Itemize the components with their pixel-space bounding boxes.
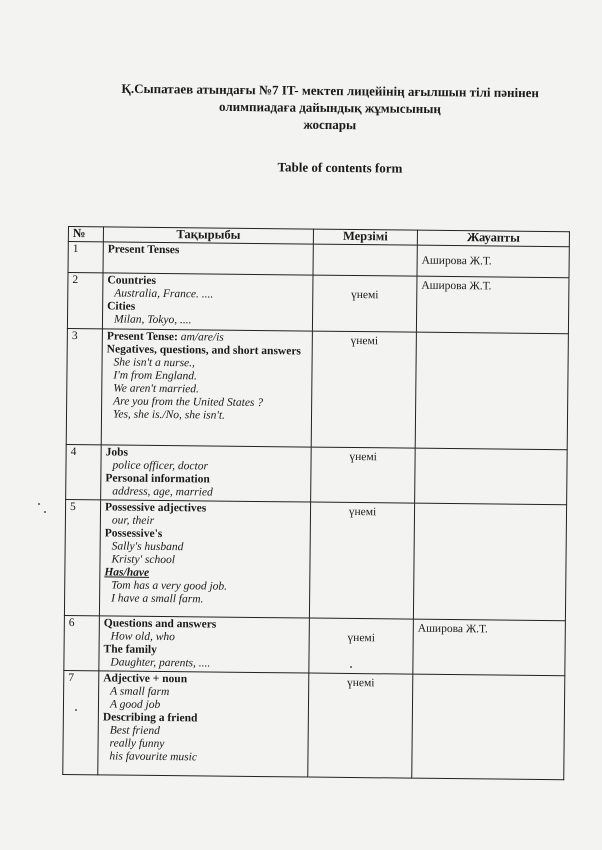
topic-text: Are you from the United States ? [113, 395, 264, 410]
row-responsible [413, 619, 566, 676]
table-row [64, 615, 566, 675]
topic-text: Adjective + noun [103, 672, 188, 686]
topic-text: Yes, she is./No, she isn't. [112, 408, 226, 422]
topic-example [102, 750, 303, 765]
row-responsible [413, 503, 566, 621]
row-number: 1 [68, 242, 103, 273]
topic-text: We aren't married. [113, 382, 199, 396]
topic-text: A small farm [110, 685, 170, 699]
row-topic [101, 445, 312, 502]
row-responsible [415, 448, 568, 505]
topic-example [107, 287, 308, 302]
document-subtitle: Table of contents form [277, 159, 403, 176]
topic-example [106, 408, 307, 423]
row-term [312, 275, 417, 332]
row-responsible [417, 245, 569, 278]
row-term [311, 331, 416, 448]
table-row [66, 328, 568, 449]
scan-speck [38, 503, 40, 505]
scan-speck [350, 666, 352, 668]
responsible-text: Аширова Ж.Т. [421, 254, 492, 268]
topic-text: Cities [107, 300, 136, 313]
topic-text: Personal information [105, 472, 210, 486]
row-term [311, 447, 416, 503]
topic-text: Best friend [109, 724, 160, 737]
responsible-text: Аширова Ж.Т. [417, 622, 488, 636]
topic-text: How old, who [110, 630, 175, 644]
term-text: үнемі [348, 505, 377, 519]
topic-text: Countries [107, 274, 157, 287]
responsible-text [420, 450, 563, 453]
table-row [66, 444, 568, 504]
row-number: 6 [64, 615, 100, 670]
topic-text: The family [103, 643, 157, 656]
row-topic [99, 500, 310, 618]
title-line-3: жоспары [303, 116, 357, 133]
row-responsible [412, 674, 565, 780]
plan-table [62, 226, 570, 780]
term-text: үнемі [350, 334, 379, 348]
header-term: Мерзімі [313, 229, 417, 245]
topic-text: I'm from England. [113, 369, 197, 383]
table-body [63, 242, 570, 780]
topic-text: police officer, doctor [112, 459, 209, 473]
topic-text: Possessive adjectives [104, 501, 207, 515]
row-topic [101, 329, 312, 447]
topic-example [107, 313, 308, 328]
header-num: № [68, 227, 103, 242]
topic-text: Has/have [104, 566, 150, 579]
term-text: үнемі [350, 288, 379, 302]
row-number: 4 [66, 444, 102, 499]
row-responsible [415, 332, 568, 450]
topic-text: Kristy' school [111, 553, 176, 567]
topic-text: Milan, Tokyo, .... [113, 313, 192, 327]
header-responsible: Жауапты [417, 230, 569, 247]
term-text [318, 246, 413, 249]
topic-example [105, 485, 306, 500]
topic-text: Jobs [105, 446, 129, 459]
topic-text: Present Tenses [107, 243, 180, 257]
row-topic [102, 273, 313, 331]
topic-text: Tom has a very good job. [111, 579, 228, 593]
topic-text-italic: am/are/is [180, 331, 224, 344]
row-number: 3 [66, 328, 102, 444]
topic-text: Negatives, questions, and short answers [106, 343, 302, 358]
plan-table-wrapper [62, 226, 570, 780]
responsible-text [419, 505, 562, 508]
row-term [309, 502, 414, 619]
title-line-2: олимпиадаға дайындық жұмысының [219, 98, 441, 117]
row-topic [98, 671, 309, 777]
table-row [63, 670, 565, 779]
topic-text: A good job [109, 698, 161, 711]
row-topic [103, 242, 313, 275]
row-number: 7 [63, 670, 99, 774]
topic-text: Possessive's [104, 527, 163, 541]
topic-text: I have a small farm. [111, 592, 204, 606]
row-number: 5 [64, 499, 100, 615]
term-text: үнемі [347, 631, 375, 645]
term-text: үнемі [349, 450, 377, 464]
topic-example [103, 656, 304, 671]
row-term [313, 244, 417, 276]
responsible-text [421, 334, 564, 337]
row-topic [99, 616, 310, 673]
topic-text: Australia, France. .... [114, 287, 214, 301]
topic-text: really funny [109, 737, 165, 751]
topic-text: Sally's husband [111, 540, 184, 554]
row-term [309, 618, 414, 674]
scan-speck [44, 511, 46, 513]
topic-text: his favourite music [109, 750, 198, 764]
topic-text: Questions and answers [103, 617, 217, 631]
responsible-text [417, 676, 560, 679]
topic-text: Describing a friend [102, 711, 198, 725]
topic-text: address, age, married [112, 485, 213, 499]
scan-speck [75, 709, 77, 711]
term-text: үнемі [346, 676, 375, 690]
topic-text: She isn't a nurse., [113, 356, 195, 370]
table-row [64, 499, 566, 620]
topic-heading [108, 243, 309, 258]
topic-text: Present Tense: [106, 330, 181, 344]
header-topic: Тақырыбы [103, 227, 313, 244]
document-title [95, 80, 566, 136]
row-term [308, 673, 413, 778]
topic-text: Daughter, parents, .... [110, 656, 211, 670]
row-responsible [416, 276, 569, 334]
title-line-1: Қ.Сыпатаев атындағы №7 IT- мектеп лицейінің ағылшын тілі пәнінен [121, 80, 539, 101]
topic-text: our, their [111, 514, 155, 527]
topic-example [104, 592, 305, 607]
row-number: 2 [67, 273, 103, 329]
responsible-text: Аширова Ж.Т. [421, 279, 492, 293]
table-row [67, 273, 569, 334]
